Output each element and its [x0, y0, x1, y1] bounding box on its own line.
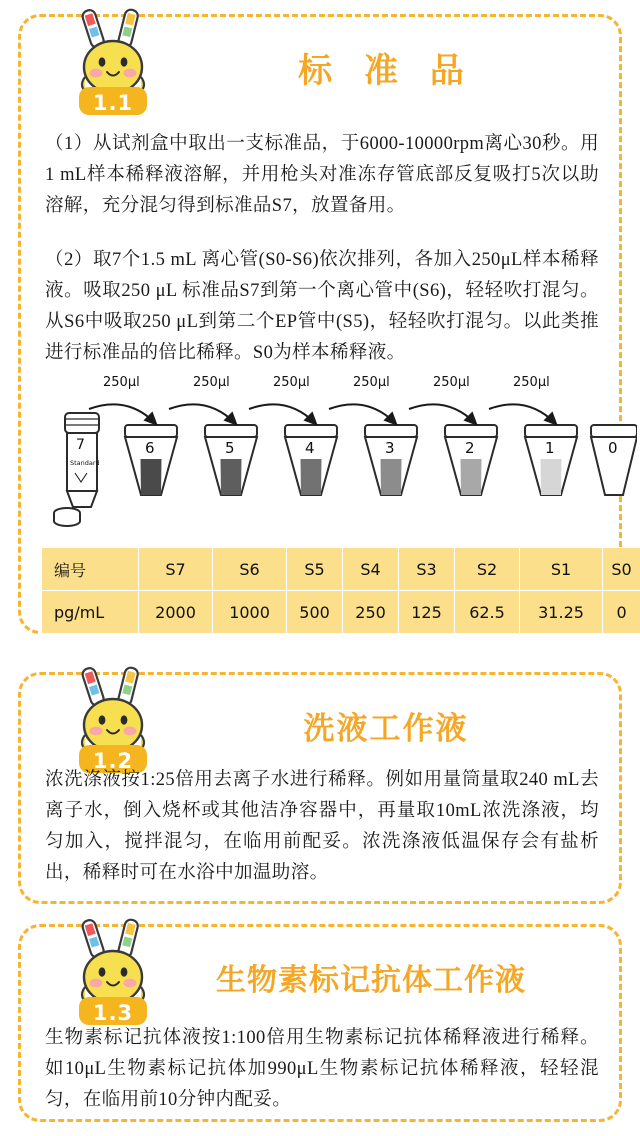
svg-text:4: 4 — [305, 439, 315, 457]
rabbit-badge-1 — [63, 7, 163, 125]
cell-s4: S4 — [343, 548, 399, 591]
svg-text:0: 0 — [608, 439, 618, 457]
section-2-paragraph-1: 浓洗涤液按1:25倍用去离子水进行稀释。例如用量筒量取240 mL去离子水，倒入烧杯或其他洁净容器中，再量取10mL浓洗涤液，均匀加入，搅拌混匀，在临用前配妥。浓洗涤液低温保存会有盐析出，稀释时可在水浴中加温助溶。 — [45, 770, 599, 883]
tube-row — [45, 403, 637, 543]
value-s6: 1000 — [213, 591, 287, 634]
section-title-1: 标 准 品 — [298, 51, 474, 91]
value-s5: 500 — [287, 591, 343, 634]
cell-s3: S3 — [399, 548, 455, 591]
cell-s2: S2 — [455, 548, 520, 591]
section-number-2: 1.2 — [92, 749, 134, 773]
value-s3: 125 — [399, 591, 455, 634]
section-number-3: 1.3 — [92, 1001, 134, 1025]
table-row — [42, 591, 640, 634]
section-title-2: 洗液工作液 — [303, 711, 469, 747]
transfer-volume-1: 250μl — [103, 375, 140, 390]
cell-s6: S6 — [213, 548, 287, 591]
section-number-1: 1.1 — [92, 91, 134, 115]
svg-text:3: 3 — [385, 439, 395, 457]
section-title-3: 生物素标记抗体工作液 — [216, 963, 526, 998]
cell-s1: S1 — [520, 548, 603, 591]
row-header-unit: pg/mL — [42, 591, 139, 634]
transfer-arrows — [89, 404, 555, 423]
transfer-volume-5: 250μl — [433, 375, 470, 390]
svg-text:5: 5 — [225, 439, 235, 457]
section-card-standard — [18, 14, 632, 634]
dilution-diagram — [45, 375, 637, 545]
section-card-biotin-antibody — [18, 924, 622, 1122]
value-s2: 62.5 — [455, 591, 520, 634]
value-s0: 0 — [603, 591, 640, 634]
source-tube — [54, 413, 100, 526]
section-1-paragraph-2: （2）取7个1.5 mL 离心管(S0-S6)依次排列，各加入250μL样本稀释液。吸取250 μL 标准品S7到第一个离心管中(S6)，轻轻吹打混匀。从S6中吸取250 μL到第二个EP管中(S5)，轻轻吹打混匀。以此类推进行标准品的倍比稀释。S0为样本稀释液。 — [45, 250, 599, 363]
svg-text:1: 1 — [545, 439, 555, 457]
transfer-volume-6: 250μl — [513, 375, 550, 390]
value-s4: 250 — [343, 591, 399, 634]
table-row — [42, 548, 640, 591]
svg-text:6: 6 — [145, 439, 155, 457]
cell-s5: S5 — [287, 548, 343, 591]
transfer-volume-4: 250μl — [353, 375, 390, 390]
transfer-volume-2: 250μl — [193, 375, 230, 390]
section-3-paragraph-1: 生物素标记抗体液按1:100倍用生物素标记抗体稀释液进行稀释。如10μL生物素标记抗体加990μL生物素标记抗体稀释液，轻轻混匀，在临用前10分钟内配妥。 — [45, 1028, 599, 1110]
svg-text:Standard: Standard — [70, 459, 100, 467]
svg-text:2: 2 — [465, 439, 475, 457]
transfer-volume-labels — [45, 375, 637, 395]
cell-s7: S7 — [139, 548, 213, 591]
svg-text:7: 7 — [76, 437, 85, 453]
row-header-id: 编号 — [42, 548, 139, 591]
ep-tubes — [125, 425, 637, 495]
standard-concentration-table — [41, 547, 640, 634]
value-s1: 31.25 — [520, 591, 603, 634]
section-1-paragraph-1: （1）从试剂盒中取出一支标准品，于6000-10000rpm离心30秒。用1 mL样本稀释液溶解，并用枪头对准冻存管底部反复吸打5次以助溶解，充分混匀得到标准品S7，放置备用。 — [45, 134, 599, 216]
section-card-wash-solution — [18, 672, 622, 904]
value-s7: 2000 — [139, 591, 213, 634]
cell-s0: S0 — [603, 548, 640, 591]
transfer-volume-3: 250μl — [273, 375, 310, 390]
